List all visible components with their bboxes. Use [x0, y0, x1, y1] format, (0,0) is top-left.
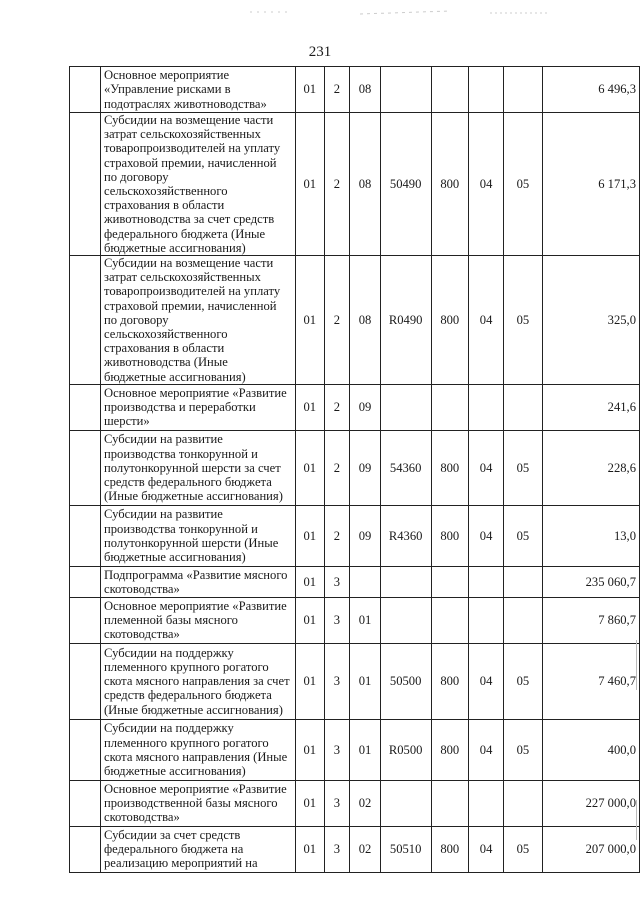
main-event-code: 09 — [350, 505, 381, 566]
blank-cell — [70, 430, 101, 505]
main-event-code: 09 — [350, 384, 381, 430]
table-row — [70, 597, 640, 643]
amount: 325,0 — [542, 256, 639, 385]
direction-code — [380, 780, 431, 826]
amount: 235 060,7 — [542, 566, 639, 597]
direction-code: 50500 — [380, 643, 431, 719]
table-row — [70, 826, 640, 872]
subsection-code — [504, 67, 543, 113]
section-code: 04 — [469, 505, 504, 566]
section-code — [469, 780, 504, 826]
table-row — [70, 505, 640, 566]
row-name: Субсидии на возмещение части затрат сельскохозяйственных товаропроизводителей на уплату страховой премии, начисленной по договору сельскохозяйственного страхования в области животноводства за счет средств федерального бюджета (Иные бюджетные ассигнования) — [100, 113, 295, 256]
subsection-code: 05 — [504, 113, 543, 256]
row-name: Субсидии за счет средств федерального бюджета на реализацию мероприятий на — [100, 826, 295, 872]
blank-cell — [70, 566, 101, 597]
program-code: 01 — [295, 826, 324, 872]
program-code: 01 — [295, 643, 324, 719]
subsection-code — [504, 780, 543, 826]
subprogram-code: 2 — [324, 505, 349, 566]
amount: 13,0 — [542, 505, 639, 566]
row-name: Основное мероприятие «Развитие племенной базы мясного скотоводства» — [100, 597, 295, 643]
direction-code: 54360 — [380, 430, 431, 505]
main-event-code — [350, 566, 381, 597]
subprogram-code: 2 — [324, 113, 349, 256]
subsection-code: 05 — [504, 643, 543, 719]
section-code: 04 — [469, 113, 504, 256]
direction-code — [380, 597, 431, 643]
program-code: 01 — [295, 597, 324, 643]
program-code: 01 — [295, 430, 324, 505]
table-row — [70, 67, 640, 113]
subprogram-code: 3 — [324, 826, 349, 872]
section-code — [469, 384, 504, 430]
scan-edge-mark — [636, 800, 637, 840]
blank-cell — [70, 113, 101, 256]
subsection-code — [504, 384, 543, 430]
expense-type-code: 800 — [431, 113, 469, 256]
direction-code: R0490 — [380, 256, 431, 385]
program-code: 01 — [295, 505, 324, 566]
subprogram-code: 3 — [324, 780, 349, 826]
amount: 207 000,0 — [542, 826, 639, 872]
direction-code — [380, 566, 431, 597]
expense-type-code: 800 — [431, 719, 469, 780]
expense-type-code: 800 — [431, 826, 469, 872]
subprogram-code: 2 — [324, 67, 349, 113]
direction-code: R0500 — [380, 719, 431, 780]
direction-code — [380, 384, 431, 430]
amount: 400,0 — [542, 719, 639, 780]
blank-cell — [70, 256, 101, 385]
section-code: 04 — [469, 256, 504, 385]
direction-code: 50510 — [380, 826, 431, 872]
direction-code: R4360 — [380, 505, 431, 566]
table-row — [70, 780, 640, 826]
table-row — [70, 643, 640, 719]
row-name: Субсидии на поддержку племенного крупного рогатого скота мясного направления (Иные бюджетные ассигнования) — [100, 719, 295, 780]
section-code — [469, 67, 504, 113]
subsection-code: 05 — [504, 719, 543, 780]
section-code: 04 — [469, 826, 504, 872]
amount: 7 860,7 — [542, 597, 639, 643]
main-event-code: 01 — [350, 719, 381, 780]
row-name: Субсидии на возмещение части затрат сельскохозяйственных товаропроизводителей на уплату страховой премии, начисленной по договору сельскохозяйственного страхования в области животноводства (Иные бюджетные ассигнования) — [100, 256, 295, 385]
expense-type-code — [431, 384, 469, 430]
row-name: Подпрограмма «Развитие мясного скотоводства» — [100, 566, 295, 597]
subprogram-code: 3 — [324, 719, 349, 780]
section-code: 04 — [469, 430, 504, 505]
expense-type-code — [431, 67, 469, 113]
subprogram-code: 2 — [324, 256, 349, 385]
budget-table — [69, 66, 640, 873]
main-event-code: 08 — [350, 113, 381, 256]
program-code: 01 — [295, 780, 324, 826]
subprogram-code: 2 — [324, 384, 349, 430]
main-event-code: 08 — [350, 67, 381, 113]
scan-artifact — [250, 8, 570, 18]
blank-cell — [70, 719, 101, 780]
blank-cell — [70, 597, 101, 643]
scan-edge-mark — [636, 640, 637, 690]
table-row — [70, 430, 640, 505]
main-event-code: 01 — [350, 597, 381, 643]
blank-cell — [70, 67, 101, 113]
table-row — [70, 566, 640, 597]
subsection-code — [504, 566, 543, 597]
amount: 228,6 — [542, 430, 639, 505]
amount: 7 460,7 — [542, 643, 639, 719]
section-code — [469, 566, 504, 597]
table-row — [70, 719, 640, 780]
expense-type-code: 800 — [431, 430, 469, 505]
blank-cell — [70, 826, 101, 872]
program-code: 01 — [295, 67, 324, 113]
main-event-code: 01 — [350, 643, 381, 719]
page-number: 231 — [308, 44, 332, 60]
program-code: 01 — [295, 566, 324, 597]
subsection-code: 05 — [504, 256, 543, 385]
section-code: 04 — [469, 719, 504, 780]
row-name: Основное мероприятие «Развитие производственной базы мясного скотоводства» — [100, 780, 295, 826]
subprogram-code: 3 — [324, 597, 349, 643]
direction-code: 50490 — [380, 113, 431, 256]
expense-type-code: 800 — [431, 256, 469, 385]
amount: 227 000,0 — [542, 780, 639, 826]
program-code: 01 — [295, 719, 324, 780]
main-event-code: 08 — [350, 256, 381, 385]
subprogram-code: 2 — [324, 430, 349, 505]
main-event-code: 09 — [350, 430, 381, 505]
table-row — [70, 384, 640, 430]
main-event-code: 02 — [350, 780, 381, 826]
program-code: 01 — [295, 384, 324, 430]
blank-cell — [70, 780, 101, 826]
subsection-code — [504, 597, 543, 643]
row-name: Субсидии на развитие производства тонкорунной и полутонкорунной шерсти (Иные бюджетные ассигнования) — [100, 505, 295, 566]
section-code: 04 — [469, 643, 504, 719]
row-name: Субсидии на развитие производства тонкорунной и полутонкорунной шерсти за счет средств федерального бюджета (Иные бюджетные ассигнования) — [100, 430, 295, 505]
row-name: Основное мероприятие «Развитие производства и переработки шерсти» — [100, 384, 295, 430]
subsection-code: 05 — [504, 430, 543, 505]
expense-type-code — [431, 566, 469, 597]
amount: 241,6 — [542, 384, 639, 430]
table-row — [70, 113, 640, 256]
table-row — [70, 256, 640, 385]
subsection-code: 05 — [504, 505, 543, 566]
direction-code — [380, 67, 431, 113]
expense-type-code: 800 — [431, 505, 469, 566]
blank-cell — [70, 643, 101, 719]
amount: 6 496,3 — [542, 67, 639, 113]
row-name: Основное мероприятие «Управление рисками в подотраслях животноводства» — [100, 67, 295, 113]
subprogram-code: 3 — [324, 643, 349, 719]
program-code: 01 — [295, 113, 324, 256]
expense-type-code — [431, 780, 469, 826]
section-code — [469, 597, 504, 643]
main-event-code: 02 — [350, 826, 381, 872]
row-name: Субсидии на поддержку племенного крупного рогатого скота мясного направления за счет средств федерального бюджета (Иные бюджетные ассигнования) — [100, 643, 295, 719]
amount: 6 171,3 — [542, 113, 639, 256]
blank-cell — [70, 505, 101, 566]
expense-type-code — [431, 597, 469, 643]
blank-cell — [70, 384, 101, 430]
program-code: 01 — [295, 256, 324, 385]
expense-type-code: 800 — [431, 643, 469, 719]
subprogram-code: 3 — [324, 566, 349, 597]
subsection-code: 05 — [504, 826, 543, 872]
